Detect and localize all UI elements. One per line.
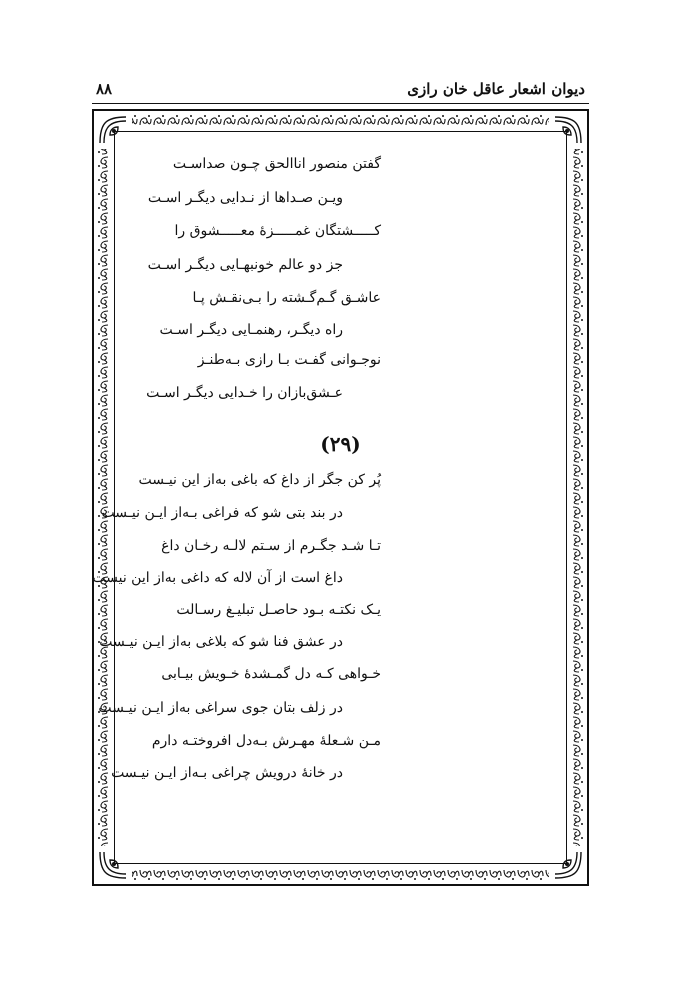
verse-hemistich-2: در خانهٔ درویش چراغی بـه‌از ایـن نیـست	[111, 765, 343, 781]
ornament-border-bottom	[96, 866, 585, 882]
ornament-border-left	[96, 113, 112, 882]
poem-number-heading: (۲۹)	[320, 432, 361, 456]
running-header-title: دیوان اشعار عاقل خان رازی	[407, 80, 585, 98]
verse-hemistich-2: ویـن صـداها از نـدایی دیگـر اسـت	[147, 190, 343, 206]
verse-hemistich-1: مـن شـعلهٔ مهـرش بـه‌دل افروختـه دارم	[151, 733, 381, 749]
verse-hemistich-1: عاشـق گـم‌گـشته را بـی‌نقـش پـا	[192, 290, 381, 306]
decorative-frame-inner	[114, 131, 567, 864]
verse-hemistich-2: عـشق‌بازان را خـدایی دیگـر اسـت	[146, 385, 343, 401]
verse-hemistich-1: تـا شـد جگـرم از سـتم لالـه رخـان داغ	[161, 538, 381, 554]
verse-hemistich-2: در بند بتی شو که فراغی بـه‌از ایـن نیـست	[101, 505, 343, 521]
verse-hemistich-2: جز دو عالم خونبهـایی دیگـر اسـت	[147, 257, 343, 273]
page-number: ۸۸	[96, 80, 113, 98]
verse-hemistich-2: راه دیگـر، رهنمـایی دیگـر اسـت	[159, 322, 343, 338]
verse-hemistich-1: خـواهی کـه دل گمـشدهٔ خـویش بیـابی	[161, 666, 381, 682]
verse-hemistich-2: در عشق فنا شو که بلاغی به‌از ایـن نیـست	[99, 634, 343, 650]
verse-hemistich-1: نوجـوانی گفـت بـا رازی بـه‌طنـز	[197, 352, 381, 368]
verse-hemistich-1: یـک نکتـه بـود حاصـل تبلیـغ رسـالت	[176, 602, 381, 618]
verse-hemistich-1: پُر کن جگر از داغ که باغی به‌از این نیـست	[138, 472, 381, 488]
header-rule	[92, 103, 589, 104]
verse-hemistich-1: کـــــشتگان غمـــــزهٔ معـــــشوق را	[174, 223, 381, 239]
verse-hemistich-2: در زلف بتان جوی سراغی به‌از ایـن نیـست	[98, 700, 343, 716]
ornament-border-right	[569, 113, 585, 882]
verse-hemistich-1: گفتن منصور اناالحق چـون صداسـت	[172, 156, 381, 172]
verse-hemistich-2: داغ است از آن لاله که داغی به‌از این نیست	[92, 570, 343, 586]
ornament-border-top	[96, 113, 585, 129]
